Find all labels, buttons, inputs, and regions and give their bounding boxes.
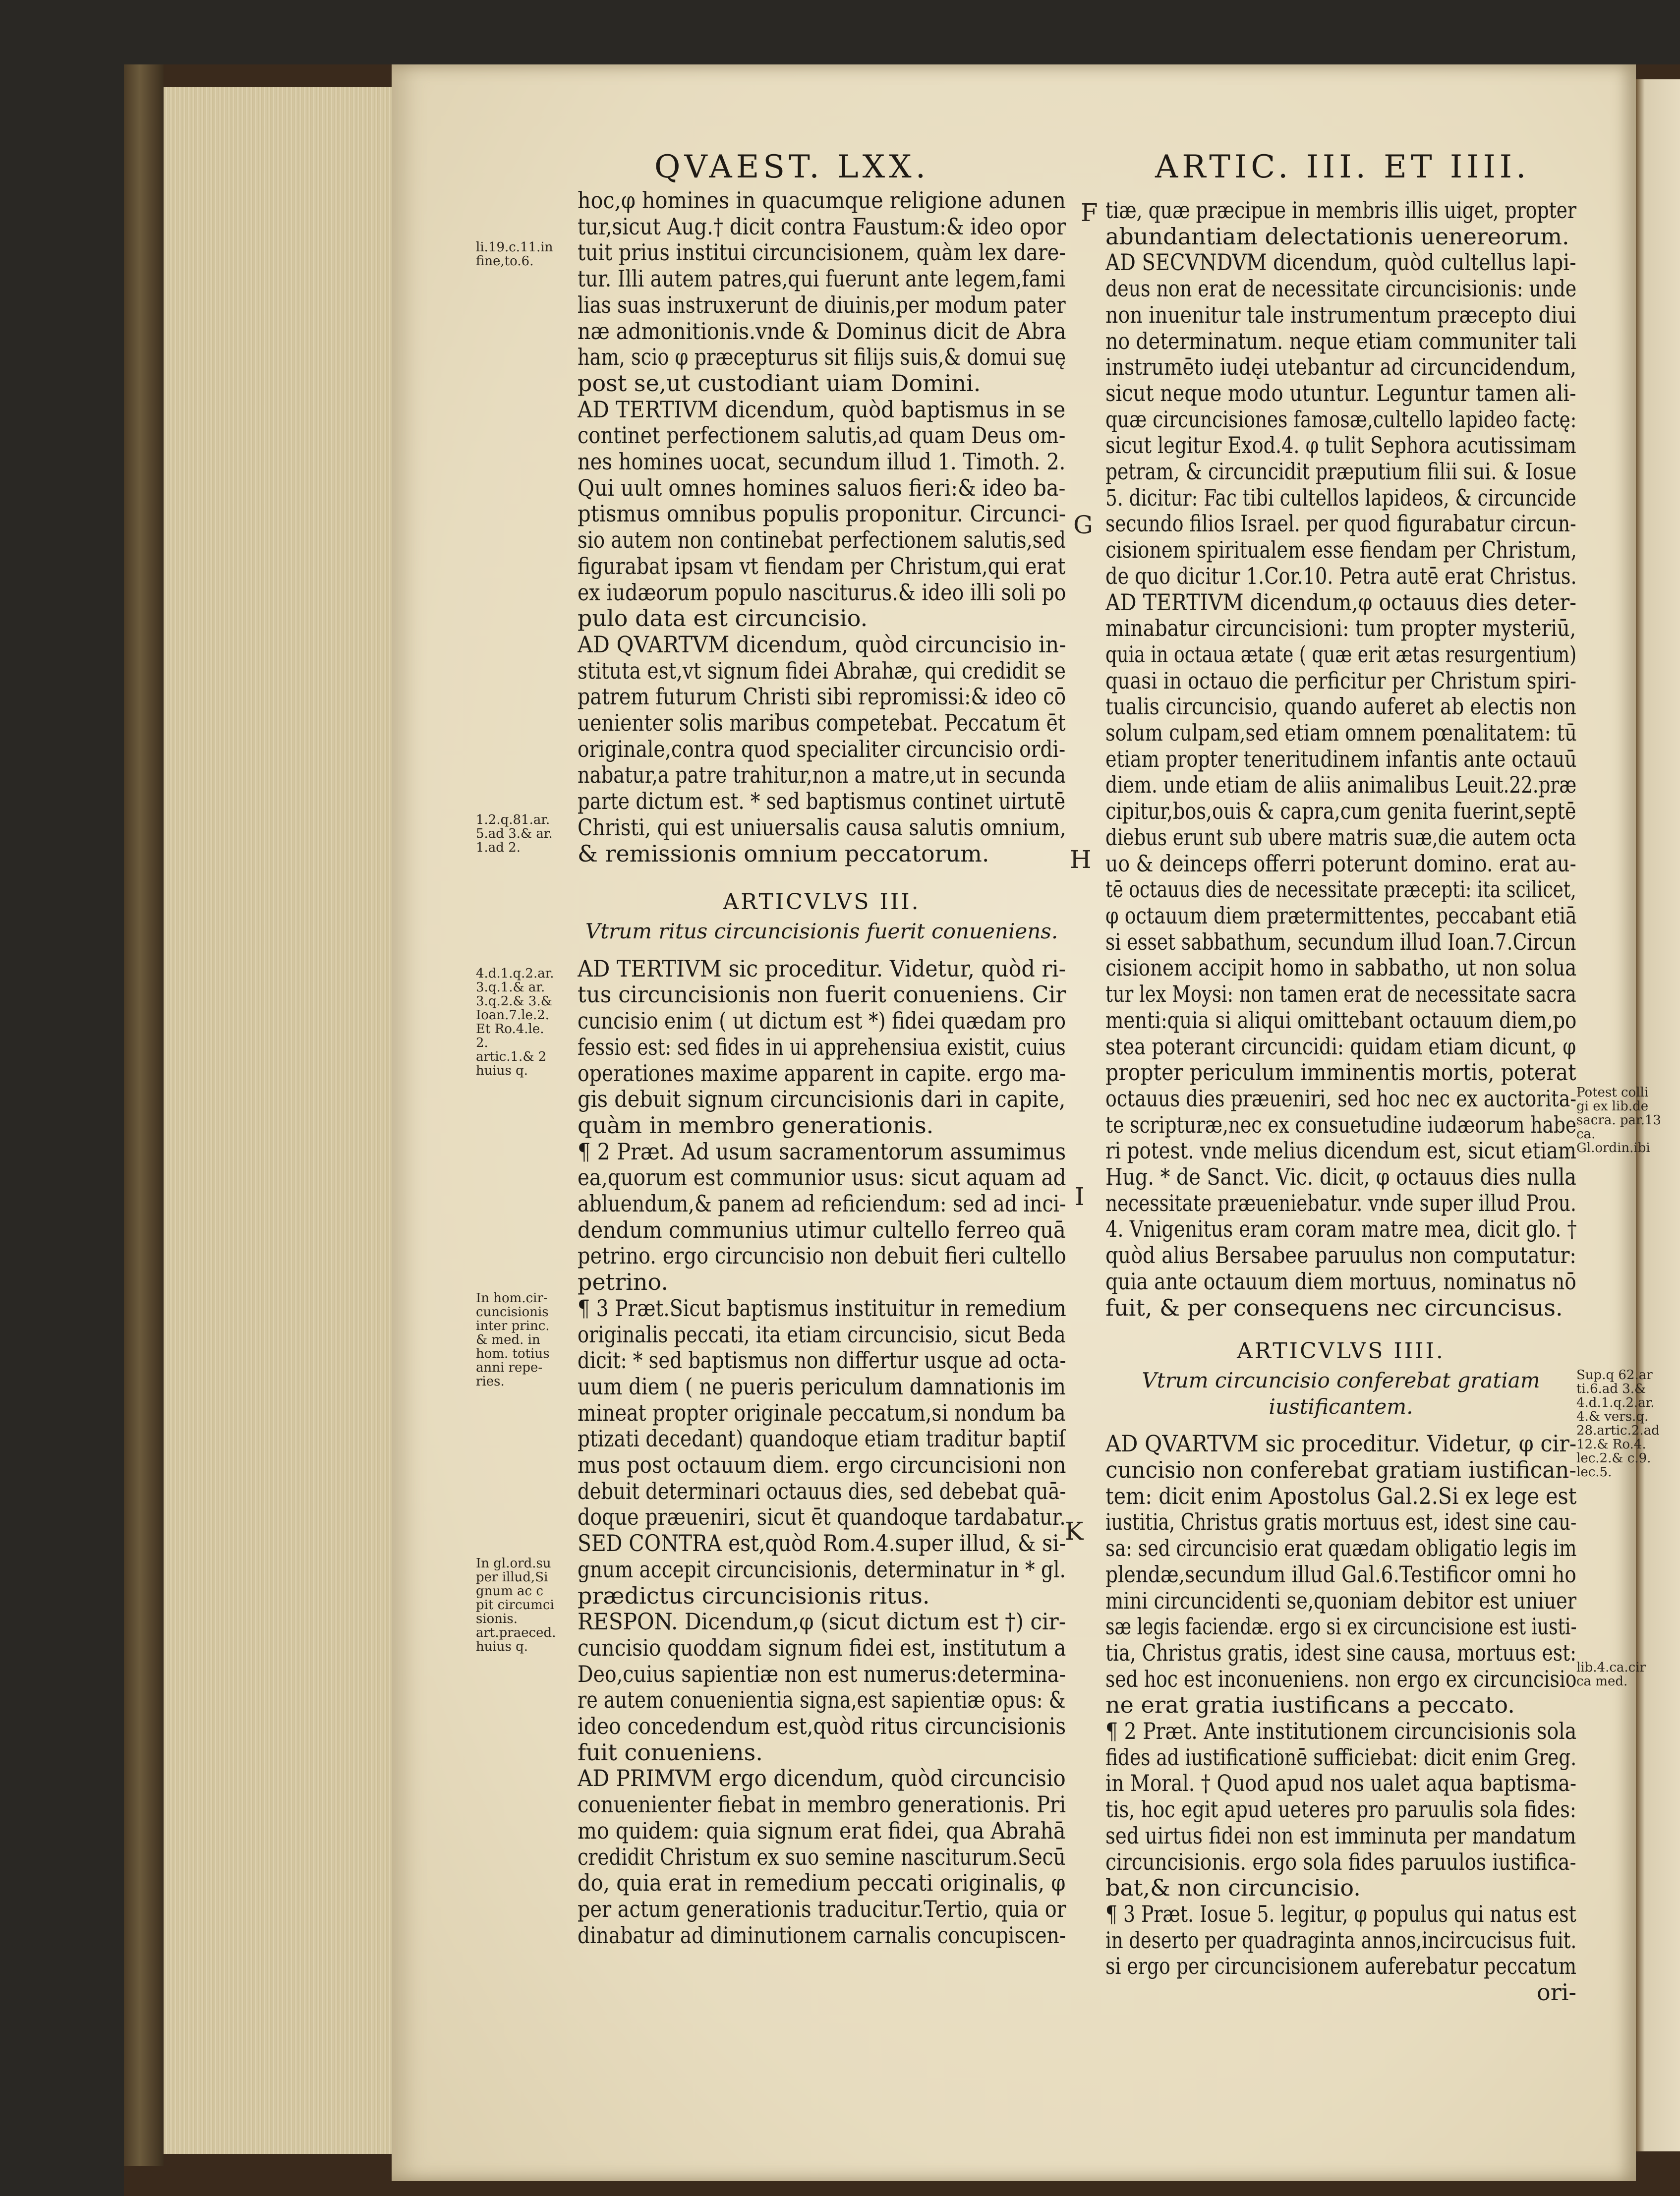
text-line: in Moral. † Quod apud nos ualet aqua baptisma- bbox=[1105, 1770, 1576, 1797]
text-line: post se,ut custodiant uiam Domini. bbox=[578, 370, 981, 397]
text-line: gnum accepit circuncisionis, determinatur in * gl. bbox=[578, 1556, 1066, 1583]
text-line: AD PRIMVM ergo dicendum, quòd circuncisio bbox=[578, 1765, 1066, 1792]
article-title: ARTICVLVS III. bbox=[723, 889, 921, 915]
text-line: ex iudæorum populo nasciturus.& ideo illi soli po bbox=[578, 579, 1066, 606]
text-line: Qui uult omnes homines saluos fieri:& ideo ba- bbox=[578, 474, 1066, 501]
text-line: etiam propter teneritudinem infantis ante octauū bbox=[1105, 746, 1577, 772]
text-line: tia, Christus gratis, idest sine causa, mortuus est: bbox=[1105, 1639, 1576, 1666]
text-line: tiæ, quæ præcipue in membris illis uiget, propter bbox=[1105, 197, 1577, 224]
text-line: necessitate præueniebatur. vnde super illud Prou. bbox=[1105, 1190, 1576, 1216]
text-line: AD TERTIVM dicendum,φ octauus dies deter- bbox=[1105, 589, 1577, 616]
text-line: hoc,φ homines in quacumque religione adunen bbox=[578, 187, 1066, 214]
text-line: sa: sed circuncisio erat quædam obligatio legis im bbox=[1105, 1535, 1577, 1561]
text-line: petrino. ergo circuncisio non debuit fieri cultello bbox=[578, 1243, 1066, 1270]
text-line: tur lex Moysi: non tamen erat de necessitate sacra bbox=[1105, 981, 1576, 1007]
text-line: RESPON. Dicendum,φ (sicut dictum est †) cir- bbox=[578, 1609, 1066, 1635]
text-line: quòd alius Bersabee paruulus non computatur: bbox=[1105, 1242, 1576, 1269]
text-line: dicit: * sed baptismus non differtur usque ad octa- bbox=[578, 1347, 1066, 1374]
text-line: solum culpam,sed etiam omnem pœnalitatem: tū bbox=[1105, 720, 1577, 746]
text-line: tē octauus dies de necessitate præcepti: ita scilicet, bbox=[1105, 876, 1576, 903]
text-line: deus non erat de necessitate circuncisionis: unde bbox=[1105, 276, 1577, 302]
text-line: AD SECVNDVM dicendum, quòd cultellus lapi- bbox=[1105, 249, 1576, 276]
text-line: abundantiam delectationis uenereorum. bbox=[1105, 223, 1569, 250]
section-letter: I bbox=[1075, 1182, 1085, 1211]
text-line: cuncisio non conferebat gratiam iustifican- bbox=[1105, 1457, 1576, 1483]
text-line: AD TERTIVM dicendum, quòd baptismus in se bbox=[578, 396, 1066, 423]
text-line: tur,sicut Aug.† dicit contra Faustum:& ideo opor bbox=[578, 213, 1066, 240]
text-line: cisionem accipit homo in sabbatho, ut non solua bbox=[1105, 955, 1576, 982]
text-line: non inuenitur tale instrumentum præcepto diui bbox=[1105, 301, 1576, 328]
text-line: fessio est: sed fides in ui apprehensiua existit, cuius bbox=[578, 1034, 1066, 1060]
text-line: pulo data est circuncisio. bbox=[578, 605, 868, 632]
text-line: de quo dicitur 1.Cor.10. Petra autē erat Christus. bbox=[1105, 563, 1577, 589]
text-line: prædictus circuncisionis ritus. bbox=[578, 1582, 930, 1609]
text-line: ri potest. vnde melius dicendum est, sicut etiam bbox=[1105, 1138, 1576, 1164]
text-line: instrumēto iudęi utebantur ad circuncidendum, bbox=[1105, 354, 1576, 380]
text-line: quia in octaua ætate ( quæ erit ætas resurgentium) bbox=[1105, 641, 1576, 668]
text-line: petram, & circuncidit præputium filii sui. & Iosue bbox=[1105, 459, 1577, 485]
text-line: sicut neque modo utuntur. Leguntur tamen ali- bbox=[1105, 380, 1576, 406]
text-line: per actum generationis traducitur.Tertio, quia or bbox=[578, 1896, 1066, 1922]
text-line: næ admonitionis.vnde & Dominus dicit de Abra bbox=[578, 318, 1066, 345]
text-line: & remissionis omnium peccatorum. bbox=[578, 840, 989, 867]
text-line: do, quia erat in remedium peccati originalis, φ bbox=[578, 1870, 1066, 1896]
text-line: cuncisio enim ( ut dictum est *) fidei quædam pro bbox=[578, 1008, 1066, 1034]
text-line: conuenienter fiebat in membro generationis. Pri bbox=[578, 1791, 1066, 1818]
text-line: ne erat gratia iustificans a peccato. bbox=[1105, 1692, 1515, 1719]
text-line: Christi, qui est uniuersalis causa salutis omnium, bbox=[578, 814, 1066, 841]
text-line: Deo,cuius sapientiæ non est numerus:determina- bbox=[578, 1661, 1066, 1687]
text-line: secundo filios Israel. per quod figurabatur circun- bbox=[1105, 511, 1576, 537]
text-line: bat,& non circuncisio. bbox=[1105, 1875, 1361, 1901]
text-line: re autem conuenientia signa,est sapientiæ opus: & bbox=[578, 1687, 1066, 1714]
margin-note: 1.2.q.81.ar. 5.ad 3.& ar. 1.ad 2. bbox=[476, 812, 553, 855]
text-line: mo quidem: quia signum erat fidei, qua Abrahā bbox=[578, 1817, 1066, 1844]
text-line: circuncisionis. ergo sola fides paruulos iustifica- bbox=[1105, 1849, 1576, 1875]
text-line: sio autem non continebat perfectionem salutis,sed bbox=[578, 527, 1066, 553]
running-header-right: ARTIC. III. ET IIII. bbox=[1155, 149, 1530, 185]
text-line: cisionem spiritualem esse fiendam per Christum, bbox=[1105, 537, 1577, 563]
text-line: tur. Illi autem patres,qui fuerunt ante legem,fami bbox=[578, 266, 1066, 292]
text-line: operationes maxime apparent in capite. ergo ma- bbox=[578, 1060, 1066, 1087]
text-line: in deserto per quadraginta annos,incircucisus fuit. bbox=[1105, 1927, 1576, 1954]
text-line: SED CONTRA est,quòd Rom.4.super illud, & si- bbox=[578, 1530, 1066, 1557]
text-line: AD QVARTVM dicendum, quòd circuncisio in- bbox=[578, 631, 1066, 658]
margin-note: li.19.c.11.in fine,to.6. bbox=[476, 240, 553, 269]
text-line: sed hoc est inconueniens. non ergo ex circuncisio bbox=[1105, 1666, 1577, 1692]
text-line: uenienter solis maribus competebat. Peccatum ēt bbox=[578, 710, 1066, 736]
text-line: sicut legitur Exod.4. φ tulit Sephora acutissimam bbox=[1105, 432, 1576, 459]
text-line: mus post octauum diem. ergo circuncisioni non bbox=[578, 1452, 1066, 1478]
text-line: uum diem ( ne pueris periculum damnationis im bbox=[578, 1373, 1066, 1400]
text-line: si ergo per circuncisionem auferebatur peccatum bbox=[1105, 1953, 1577, 1980]
text-line: nes homines uocat, secundum illud 1. Timoth. 2. bbox=[578, 449, 1066, 475]
text-line: tualis circuncisio, quando auferet ab electis non bbox=[1105, 693, 1576, 720]
text-line: tus circuncisionis non fuerit conueniens. Cir bbox=[578, 982, 1066, 1008]
section-letter: F bbox=[1081, 198, 1098, 227]
text-line: diebus erunt sub ubere matris suæ,die autem octa bbox=[1105, 824, 1576, 851]
article-title: ARTICVLVS IIII. bbox=[1237, 1338, 1445, 1364]
margin-note: In gl.ord.su per illud,Si gnum ac c pit circumci sionis. art.praeced. huius q. bbox=[476, 1556, 556, 1654]
text-line: ham, scio φ præcepturus sit filijs suis,& domui suę bbox=[578, 344, 1066, 370]
text-line: patrem futurum Christi sibi repromissi:& ideo cō bbox=[578, 684, 1066, 710]
text-line: octauus dies præueniri, sed hoc nec ex auctorita- bbox=[1105, 1085, 1577, 1112]
text-line: menti:quia si aliqui omittebant octauum diem,po bbox=[1105, 1007, 1577, 1034]
page-edges bbox=[164, 87, 397, 2154]
text-line: minabatur circuncisioni: tum propter mysteriū, bbox=[1105, 615, 1576, 641]
text-line: ¶ 3 Præt. Iosue 5. legitur, φ populus qui natus est bbox=[1105, 1901, 1576, 1927]
text-line: quia ante octauum diem mortuus, nominatus nō bbox=[1105, 1268, 1576, 1295]
margin-note: lib.4.ca.cir ca med. bbox=[1576, 1660, 1646, 1689]
text-line: abluendum,& panem ad reficiendum: sed ad inci- bbox=[578, 1191, 1066, 1217]
text-line: mini circuncidenti se,quoniam debitor est uniuer bbox=[1105, 1587, 1577, 1614]
text-line: iustitia, Christus gratis mortuus est, idest sine cau- bbox=[1105, 1509, 1577, 1536]
text-line: no determinatum. neque etiam communiter tali bbox=[1105, 328, 1577, 354]
text-line: ptismus omnibus populis proponitur. Circunci- bbox=[578, 501, 1066, 527]
text-line: cipitur,bos,ouis & capra,cum genita fuerint,septē bbox=[1105, 798, 1576, 824]
text-line: te scripturæ,nec ex consuetudine iudæorum habe bbox=[1105, 1111, 1576, 1138]
right-column bbox=[1105, 197, 1576, 2006]
text-line: originalis peccati, ita etiam circuncisio, sicut Beda bbox=[578, 1321, 1066, 1348]
margin-note: Potest colli gi ex lib.de sacra. par.13 ca. Gl.ordin.ibi bbox=[1576, 1085, 1661, 1156]
text-line: ideo concedendum est,quòd ritus circuncisionis bbox=[578, 1713, 1066, 1739]
running-header-left: QVAEST. LXX. bbox=[654, 149, 930, 185]
margin-note: 4.d.1.q.2.ar. 3.q.1.& ar. 3.q.2.& 3.& Ioan.7.le.2. Et Ro.4.le. 2. artic.1.& 2 huius q. bbox=[476, 966, 554, 1078]
text-line: sæ legis faciendæ. ergo si ex circuncisione est iusti- bbox=[1105, 1614, 1577, 1640]
text-line: mineat propter originale peccatum,si nondum ba bbox=[578, 1399, 1066, 1426]
text-line: tem: dicit enim Apostolus Gal.2.Si ex lege est bbox=[1105, 1483, 1577, 1509]
text-line: doque præueniri, sicut ēt quandoque tardabatur. bbox=[578, 1504, 1066, 1531]
text-line: ptizati decedant) quandoque etiam traditur baptiſ bbox=[578, 1426, 1066, 1452]
text-line: credidit Christum ex suo semine nasciturum.Secū bbox=[578, 1844, 1066, 1870]
text-line: tis, hoc egit apud ueteres pro paruulis sola fides: bbox=[1105, 1796, 1576, 1823]
text-line: quàm in membro generationis. bbox=[578, 1112, 934, 1139]
text-line: dendum communius utimur cultello ferreo quā bbox=[578, 1216, 1066, 1243]
book-spine bbox=[124, 64, 164, 2166]
text-line: propter periculum imminentis mortis, poterat bbox=[1105, 1059, 1576, 1086]
text-line: debuit determinari octauus dies, sed debebat quā- bbox=[578, 1478, 1066, 1504]
text-line: stituta est,vt signum fidei Abrahæ, qui credidit se bbox=[578, 657, 1066, 684]
text-line: stea poterant circuncidi: quidam etiam dicunt, φ bbox=[1105, 1033, 1576, 1060]
text-line: quæ circuncisiones famosæ,cultello lapideo factę: bbox=[1105, 406, 1576, 433]
text-line: cuncisio quoddam signum fidei est, institutum a bbox=[578, 1634, 1066, 1661]
text-line: petrino. bbox=[578, 1269, 668, 1295]
article-question: Vtrum circuncisio conferebat gratiam iustificantem. bbox=[1142, 1368, 1540, 1419]
text-line: φ octauum diem prætermittentes, peccabant etiā bbox=[1105, 902, 1577, 929]
text-line: AD QVARTVM sic proceditur. Videtur, φ cir- bbox=[1105, 1431, 1576, 1457]
text-line: diem. unde etiam de aliis animalibus Leuit.22.præ bbox=[1105, 772, 1577, 799]
text-line: si esset sabbathum, secundum illud Ioan.7.Circun bbox=[1105, 928, 1576, 955]
text-line: uo & deinceps offerri poterunt domino. erat au- bbox=[1105, 850, 1576, 877]
text-line: gis debuit signum circuncisionis dari in capite, bbox=[578, 1086, 1066, 1112]
text-line: dinabatur ad diminutionem carnalis concupiscen- bbox=[578, 1922, 1066, 1949]
text-line: tuit prius institui circuncisionem, quàm lex dare- bbox=[578, 239, 1066, 266]
text-line: fides ad iustificationē sufficiebat: dicit enim Greg. bbox=[1105, 1744, 1577, 1771]
text-line: fuit, & per consequens nec circuncisus. bbox=[1105, 1294, 1563, 1321]
text-line: 5. dicitur: Fac tibi cultellos lapideos, & circuncide bbox=[1105, 484, 1576, 511]
text-line: fuit conueniens. bbox=[578, 1739, 763, 1766]
text-line: plendæ,secundum illud Gal.6.Testificor omni ho bbox=[1105, 1561, 1576, 1588]
text-line: ¶ 2 Præt. Ante institutionem circuncisionis sola bbox=[1105, 1718, 1577, 1744]
text-line: parte dictum est. * sed baptismus continet uirtutē bbox=[578, 788, 1066, 814]
section-letter: H bbox=[1070, 845, 1092, 874]
section-letter: G bbox=[1073, 511, 1093, 539]
catchword: ori- bbox=[1537, 1979, 1576, 2006]
text-line: continet perfectionem salutis,ad quam Deus om- bbox=[578, 422, 1066, 449]
text-line: figurabat ipsam vt fiendam per Christum,qui erat bbox=[578, 553, 1066, 579]
text-line: nabatur,a patre trahitur,non a matre,ut in secunda bbox=[578, 762, 1066, 789]
margin-note: Sup.q 62.ar ti.6.ad 3.& 4.d.1.q.2.ar. 4.& vers.q. 28.artic.2.ad 12.& Ro.4. lec.2.& c.9. lec.5. bbox=[1576, 1368, 1660, 1480]
section-letter: K bbox=[1065, 1517, 1084, 1546]
margin-note: In hom.cir- cuncisionis inter princ. & med. in hom. totius anni repe- ries. bbox=[476, 1291, 550, 1389]
text-line: AD TERTIVM sic proceditur. Videtur, quòd ri- bbox=[578, 955, 1066, 982]
article-question: Vtrum ritus circuncisionis fuerit conueniens. bbox=[585, 919, 1058, 943]
text-line: Hug. * de Sanct. Vic. dicit, φ octauus dies nulla bbox=[1105, 1164, 1576, 1190]
text-line: sed uirtus fidei non est imminuta per mandatum bbox=[1105, 1822, 1576, 1849]
text-line: 4. Vnigenitus eram coram matre mea, dicit glo. † bbox=[1105, 1216, 1577, 1243]
text-line: ¶ 3 Præt.Sicut baptismus instituitur in remedium bbox=[578, 1295, 1066, 1322]
text-line: originale,contra quod specialiter circuncisio ordi- bbox=[578, 736, 1066, 762]
text-line: ea,quorum est communior usus: sicut aquam ad bbox=[578, 1164, 1066, 1191]
text-line: ¶ 2 Præt. Ad usum sacramentorum assumimus bbox=[578, 1138, 1066, 1165]
left-column bbox=[578, 187, 1066, 1948]
text-line: quasi in octauo die perficitur per Christum spiri- bbox=[1105, 667, 1576, 694]
text-line: lias suas instruxerunt de diuinis,per modum pater bbox=[578, 291, 1066, 318]
